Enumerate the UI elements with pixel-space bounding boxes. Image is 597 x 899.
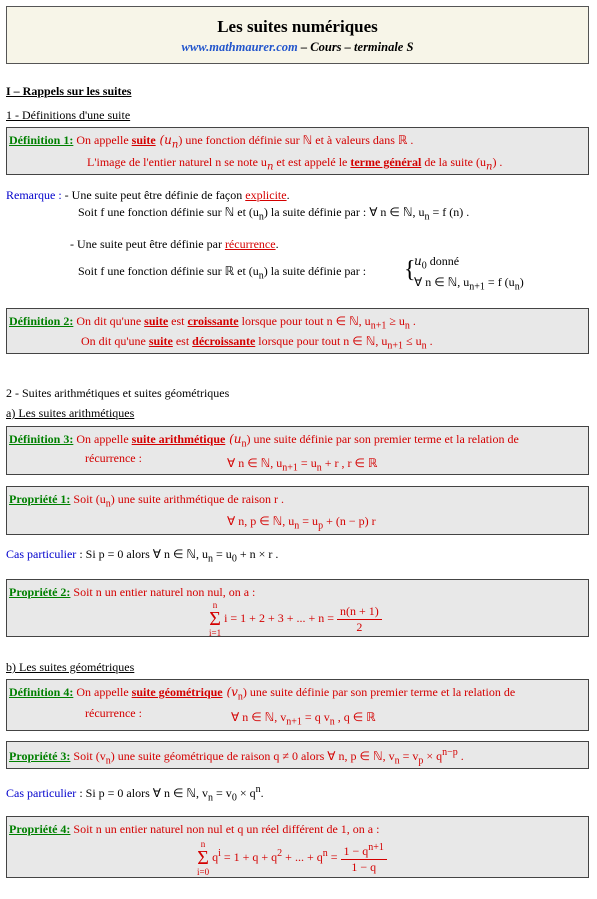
page-title: Les suites numériques — [217, 17, 378, 36]
definition-3-formula: ∀ n ∈ ℕ, $u_{n+1} = u_n + r$ , r ∈ ℝ — [227, 456, 378, 474]
remark-line-2: Soit f une fonction définie sur ℕ et $(u_n)$ la suite définie par : ∀ n ∈ ℕ, $u_n = f$ (n) . — [78, 205, 470, 223]
page-subtitle: www.mathmaurer.com – Cours – terminale S — [181, 40, 414, 54]
subsection-1-title: 1 - Définitions d'une suite — [6, 108, 131, 122]
definition-3-box — [6, 426, 589, 475]
property-1-line-1: Propriété 1: Soit $(u_n)$ une suite arithmétique de raison r . — [9, 492, 285, 510]
remark-line-4: Soit f une fonction définie sur ℝ et $(u_n)$ la suite définie par : — [78, 264, 367, 282]
system-line-1: $u_0$ donné — [414, 254, 460, 272]
sum-symbol: n Σ i=1 — [209, 600, 222, 638]
remark-line-3: - Une suite peut être définie par récurrence. — [70, 237, 279, 251]
section-2-title: 2 - Suites arithmétiques et suites géométriques — [6, 386, 230, 400]
property-2-box — [6, 579, 589, 637]
property-3-box — [6, 741, 589, 769]
definition-3-line-2: récurrence : — [85, 451, 142, 465]
definition-3-line-1: Définition 3: On appelle suite arithmétique $(u_n)$ une suite définie par son premier terme et la relation de — [9, 432, 519, 450]
property-4-formula: n Σ i=0 $q^i = 1 + q + q^2$ + ... + $q^n$ = $\frac{1 - q^{n+1}}{1 - q}$ — [197, 839, 387, 877]
section-1-title: I – Rappels sur les suites — [6, 84, 132, 98]
special-case-2: Cas particulier : Si p = 0 alors ∀ n ∈ ℕ, $v_n = v_0 \times q^n$. — [6, 784, 264, 804]
definition-1-line-1: Définition 1: On appelle suite $(u_n)$ une fonction définie sur ℕ et à valeurs dans ℝ . — [9, 133, 414, 151]
page-header — [6, 6, 589, 64]
definition-4-box — [6, 679, 589, 731]
remark-line-1: Remarque : - Une suite peut être définie de façon explicite. — [6, 188, 290, 202]
definition-1-line-2: L'image de l'entier naturel n se note $u_n$ et est appelé le terme général de la suite $(u_n)$ . — [87, 155, 503, 173]
definition-4-line-2: récurrence : — [85, 706, 142, 720]
system-brace: { — [404, 257, 416, 283]
definition-4-formula: ∀ n ∈ ℕ, $v_{n+1} = q$ $v_n$ , q ∈ ℝ — [231, 710, 376, 728]
property-4-line-1: Propriété 4: Soit n un entier naturel non nul et q un réel différent de 1, on a : — [9, 822, 380, 836]
site-link[interactable]: www.mathmaurer.com — [181, 40, 298, 54]
property-1-box — [6, 486, 589, 535]
property-2-line-1: Propriété 2: Soit n un entier naturel non nul, on a : — [9, 585, 256, 599]
definition-1-box — [6, 127, 589, 175]
definition-2-box — [6, 308, 589, 354]
system-line-2: ∀ n ∈ ℕ, $u_{n+1} = f$ $(u_n)$ — [414, 275, 524, 293]
definition-4-line-1: Définition 4: On appelle suite géométrique $(v_n)$ une suite définie par son premier terme et la relation de — [9, 685, 516, 703]
subsection-a-title: a) Les suites arithmétiques — [6, 406, 135, 420]
subsection-b-title: b) Les suites géométriques — [6, 660, 135, 674]
property-1-formula: ∀ n, p ∈ ℕ, $u_n = u_p + (n - p)$ r — [227, 514, 376, 532]
sum-symbol: n Σ i=0 — [197, 839, 210, 877]
property-4-box — [6, 816, 589, 878]
special-case-1: Cas particulier : Si p = 0 alors ∀ n ∈ ℕ, $u_n = u_0 + n \times r$ . — [6, 547, 279, 565]
definition-2-line-2: On dit qu'une suite est décroissante lorsque pour tout n ∈ ℕ, $u_{n+1} \le u_n$ . — [81, 334, 433, 352]
property-2-formula: n Σ i=1 i = 1 + 2 + 3 + ... + n = $\frac{n(n + 1)}{2}$ — [209, 600, 382, 638]
property-3-line-1: Propriété 3: Soit $(v_n)$ une suite géométrique de raison q ≠ 0 alors ∀ n, p ∈ ℕ, $v_n = v_p \times q^{n-p}$ . — [9, 747, 464, 767]
definition-2-line-1: Définition 2: On dit qu'une suite est croissante lorsque pour tout n ∈ ℕ, $u_{n+1} \ge u_n$ . — [9, 314, 416, 332]
